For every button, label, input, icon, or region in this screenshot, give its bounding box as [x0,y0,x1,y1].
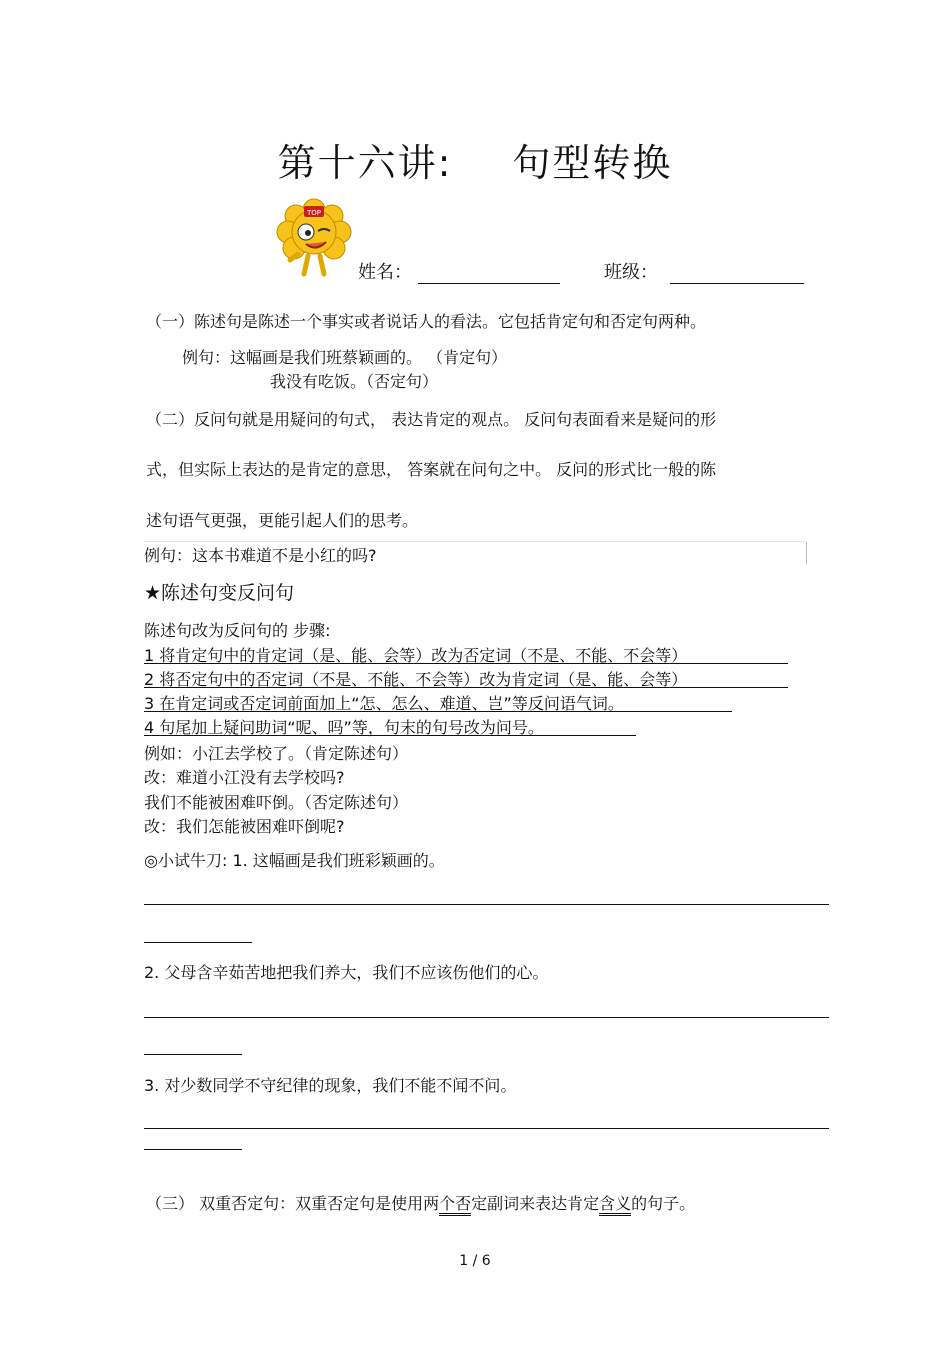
answer-line-3a[interactable] [144,1128,829,1129]
section1-example1: 例句：这幅画是我们班蔡颖画的。 （肯定句） [182,348,508,367]
example-1: 例如：小江去学校了。（肯定陈述句） [144,744,409,763]
class-blank[interactable] [670,265,804,284]
section2-line1: （二）反问句就是用疑问的句式， 表达肯定的观点。 反问句表面看来是疑问的形 [146,410,717,429]
step-2: 2 将否定句中的否定词（不是、不能、不会等）改为肯定词（是、能、会等） [144,667,788,688]
section2-line3: 述句语气更强，更能引起人们的思考。 [146,511,419,530]
section1-example2: 我没有吃饭。（否定句） [270,372,439,391]
mascot-badge-text: TOP [306,209,322,217]
step-1: 1 将肯定句中的肯定词（是、能、会等）改为否定词（不是、不能、不会等） [144,643,788,664]
answer-line-1a[interactable] [144,904,829,905]
answer-line-2a[interactable] [144,1017,829,1018]
mascot-icon [276,196,352,278]
example-4: 改：我们怎能被困难吓倒呢? [144,817,345,836]
page-title [0,132,950,187]
class-label: 班级： [604,262,658,283]
answer-line-1b[interactable] [144,942,252,943]
section2-line2: 式，但实际上表达的是肯定的意思， 答案就在问句之中。 反问的形式比一般的陈 [146,460,717,479]
title-part2: 句型转换 [512,141,673,185]
section3-text [146,1191,695,1214]
section3-underline2: 含义 [599,1194,631,1216]
name-label: 姓名： [358,262,412,283]
section3-mid: 定副词来表达肯定 [471,1194,600,1213]
example-3: 我们不能被困难吓倒。（否定陈述句） [144,793,409,812]
title-part1: 第十六讲: [277,141,453,185]
answer-line-3b[interactable] [144,1149,242,1150]
example-box-divider [806,542,807,564]
section3-underline1: 个否 [439,1194,471,1216]
answer-line-2b[interactable] [144,1054,242,1055]
practice-q3: 3. 对少数同学不守纪律的现象，我们不能不闻不问。 [144,1076,517,1095]
step-3: 3 在肯定词或否定词前面加上“怎、怎么、难道、岂”等反问语气词。 [144,691,732,712]
section-heading: ★陈述句变反问句 [144,582,295,604]
step-4: 4 句尾加上疑问助词“呢、吗”等，句末的句号改为问号。 [144,715,636,736]
practice-q1: ◎小试牛刀: 1. 这幅画是我们班彩颖画的。 [144,851,445,870]
example-box-border [144,541,806,542]
section3-prefix: （三） 双重否定句：双重否定句是使用两 [146,1194,440,1213]
example-2: 改：难道小江没有去学校吗? [144,768,345,787]
section2-example: 例句：这本书难道不是小红的吗? [144,546,377,565]
class-field[interactable] [604,258,804,284]
practice-q2: 2. 父母含辛茹苦地把我们养大，我们不应该伤他们的心。 [144,963,549,982]
steps-title: 陈述句改为反问句的 步骤: [144,621,331,640]
section3-suffix: 的句子。 [631,1194,696,1213]
name-blank[interactable] [418,265,560,284]
page-number: 1 / 6 [459,1253,491,1269]
section1-text: （一）陈述句是陈述一个事实或者说话人的看法。它包括肯定句和否定句两种。 [146,312,707,331]
name-field[interactable] [358,258,560,284]
